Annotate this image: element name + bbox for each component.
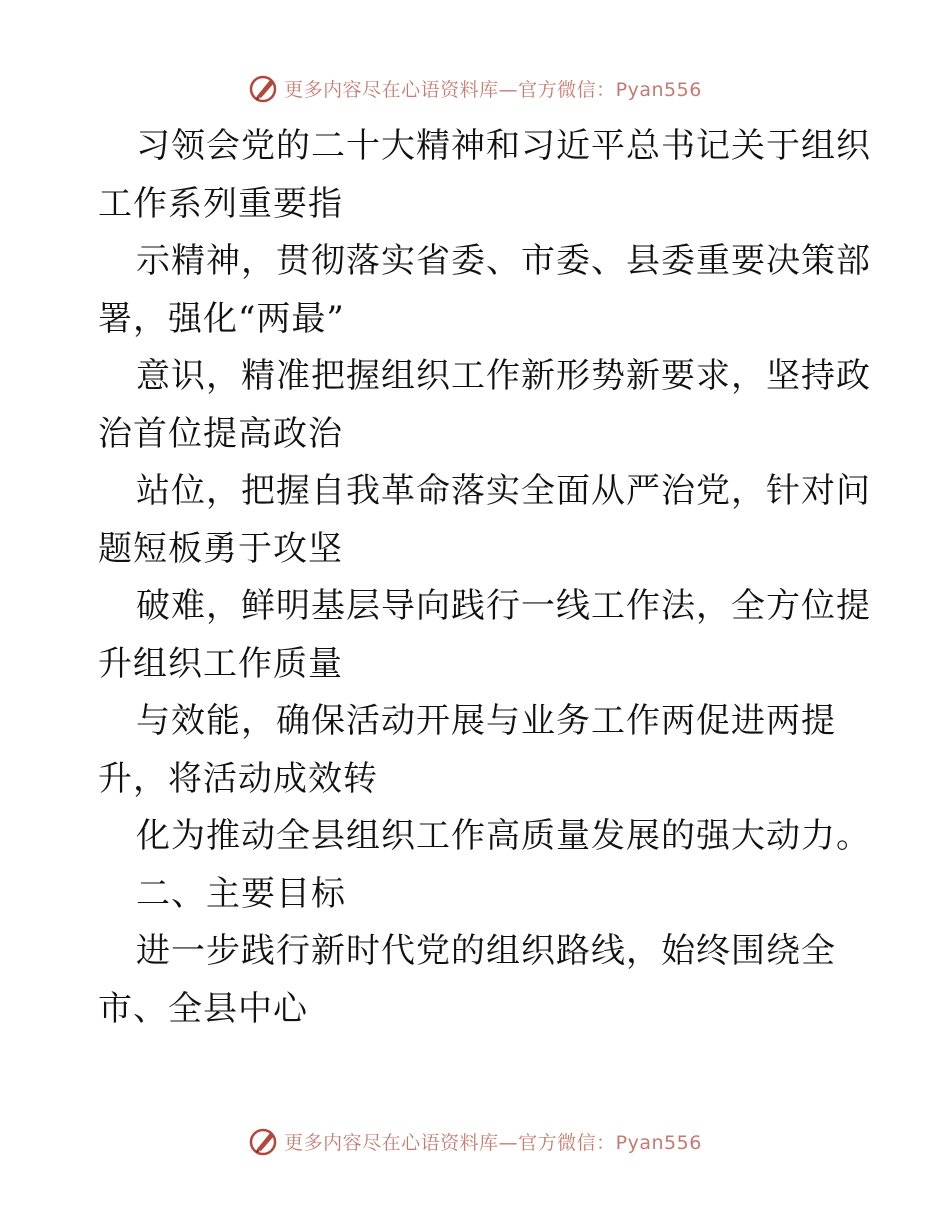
section-heading: 二、主要目标 <box>136 873 346 914</box>
pen-logo-icon <box>248 72 280 104</box>
footer-watermark <box>0 1125 950 1157</box>
body-line: 破难，鲜明基层导向践行一线工作法，全方位提 <box>136 586 871 626</box>
body-line: 工作系列重要指 <box>98 183 343 224</box>
body-line: 题短板勇于攻坚 <box>98 528 343 569</box>
body-line: 与效能，确保活动开展与业务工作两促进两提 <box>136 701 836 741</box>
body-line: 站位，把握自我革命落实全面从严治党，针对问 <box>136 471 871 511</box>
pen-logo-icon <box>248 1125 280 1157</box>
header-watermark <box>0 72 950 104</box>
body-line: 升，将活动成效转 <box>98 758 378 799</box>
body-line: 化为推动全县组织工作高质量发展的强大动力。 <box>136 816 871 856</box>
body-line: 意识，精准把握组织工作新形势新要求，坚持政 <box>136 356 871 396</box>
watermark-text: 更多内容尽在心语资料库—官方微信：Pyan556 <box>284 1131 702 1154</box>
body-line: 治首位提高政治 <box>98 413 343 454</box>
document-body <box>98 118 871 1038</box>
body-line: 署，强化“两最” <box>98 298 345 339</box>
body-line: 习领会党的二十大精神和习近平总书记关于组织 <box>136 126 871 166</box>
body-line: 进一步践行新时代党的组织路线，始终围绕全 <box>136 931 836 971</box>
body-line: 市、全县中心 <box>98 988 308 1029</box>
body-line: 示精神，贯彻落实省委、市委、县委重要决策部 <box>136 241 871 281</box>
watermark-text: 更多内容尽在心语资料库—官方微信：Pyan556 <box>284 78 702 101</box>
body-line: 升组织工作质量 <box>98 643 343 684</box>
